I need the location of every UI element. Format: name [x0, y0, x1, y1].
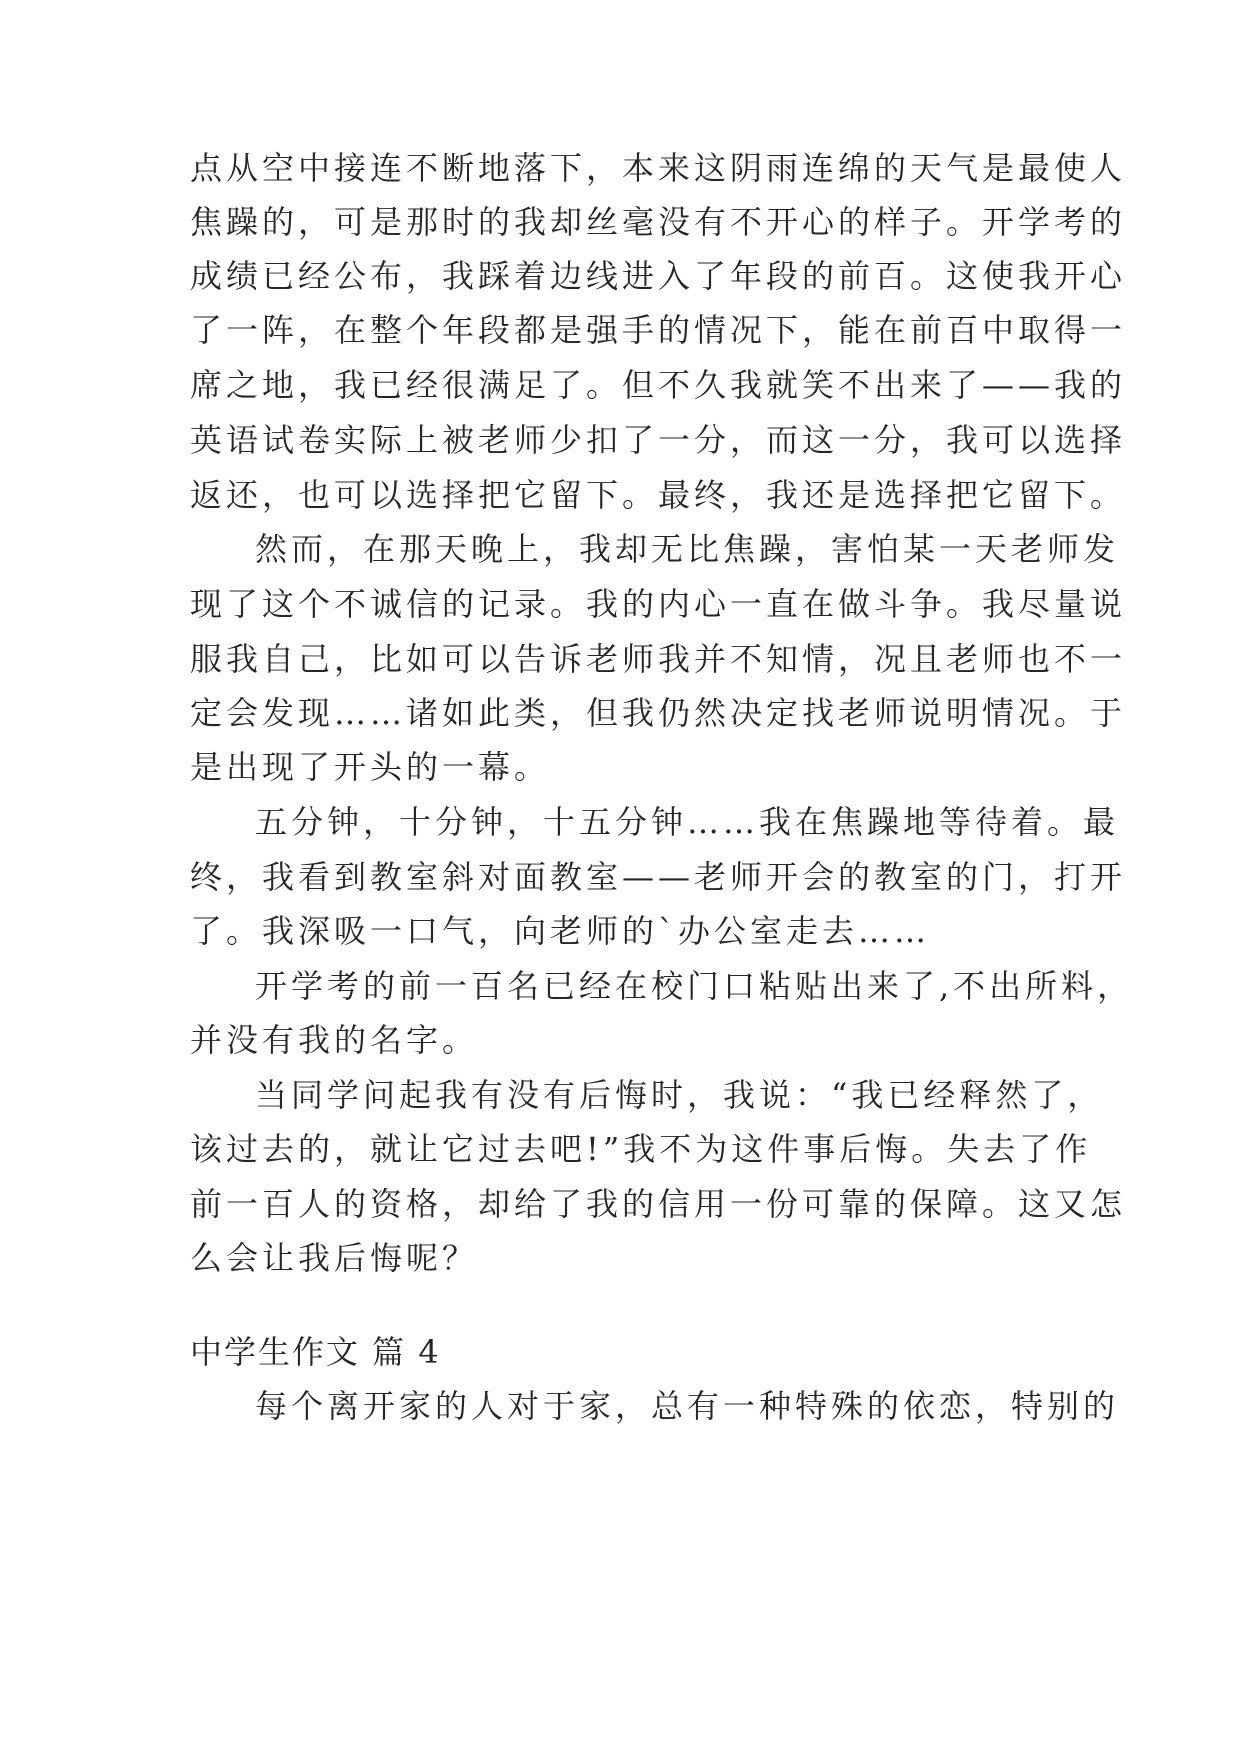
text-line: 服我自己，比如可以告诉老师我并不知情，况且老师也不一 [190, 640, 1127, 678]
text-line: 每个离开家的人对于家，总有一种特殊的依恋，特别的 [255, 1387, 1120, 1425]
text-line: 了一阵，在整个年段都是强手的情况下，能在前百中取得一 [190, 311, 1127, 349]
text-line: 么会让我后悔呢？ [190, 1239, 479, 1277]
text-line: 返还，也可以选择把它留下。最终，我还是选择把它留下。 [190, 476, 1127, 514]
text-line: 成绩已经公布，我踩着边线进入了年段的前百。这使我开心 [190, 257, 1127, 295]
text-line: 并没有我的名字。 [190, 1021, 479, 1059]
text-line: 现了这个不诚信的记录。我的内心一直在做斗争。我尽量说 [190, 585, 1127, 623]
text-line: 定会发现……诸如此类，但我仍然决定找老师说明情况。于 [190, 694, 1127, 732]
text-line: 终，我看到教室斜对面教室——老师开会的教室的门，打开 [190, 858, 1127, 896]
text-line: 开学考的前一百名已经在校门口粘贴出来了,不出所料， [255, 967, 1134, 1005]
text-line: 点从空中接连不断地落下，本来这阴雨连绵的天气是最使人 [190, 149, 1127, 187]
text-line: 了。我深吸一口气，向老师的`办公室走去…… [190, 912, 931, 950]
text-line: 席之地，我已经很满足了。但不久我就笑不出来了——我的 [190, 366, 1127, 404]
text-line: 当同学问起我有没有后悔时，我说：“我已经释然了， [255, 1076, 1104, 1114]
text-line: 焦躁的，可是那时的我却丝毫没有不开心的样子。开学考的 [190, 203, 1127, 241]
text-line: 然而，在那天晚上，我却无比焦躁，害怕某一天老师发 [255, 530, 1120, 568]
text-line: 英语试卷实际上被老师少扣了一分，而这一分，我可以选择 [190, 421, 1127, 459]
text-line: 前一百人的资格，却给了我的信用一份可靠的保障。这又怎 [190, 1185, 1127, 1223]
text-line: 五分钟，十分钟，十五分钟……我在焦躁地等待着。最 [255, 803, 1120, 841]
text-line: 该过去的，就让它过去吧!”我不为这件事后悔。失去了作 [190, 1130, 1092, 1168]
text-line: 是出现了开头的一幕。 [190, 748, 551, 786]
section-heading: 中学生作文 篇 4 [190, 1333, 441, 1371]
